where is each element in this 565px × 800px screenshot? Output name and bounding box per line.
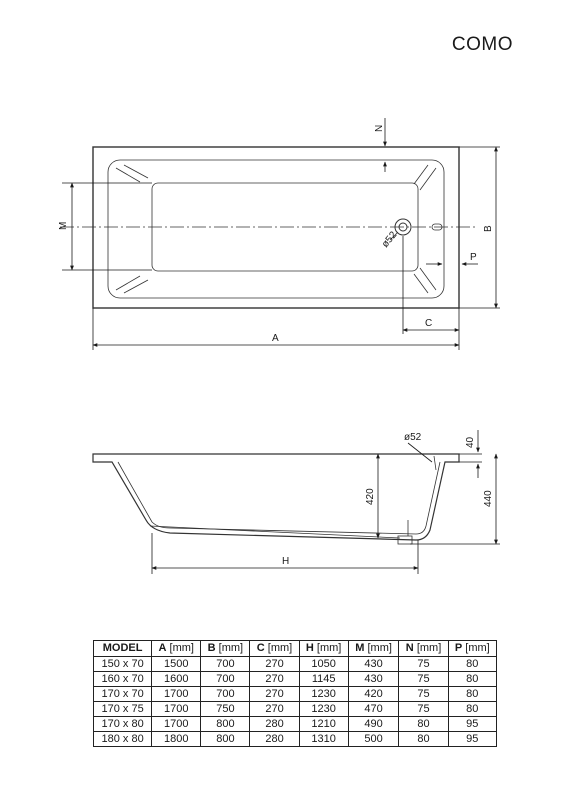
header-h: H [mm] — [299, 641, 348, 657]
table-cell: 75 — [399, 687, 448, 702]
table-cell: 700 — [201, 657, 250, 672]
table-cell: 170 x 75 — [94, 702, 152, 717]
table-cell: 75 — [399, 672, 448, 687]
table-cell: 160 x 70 — [94, 672, 152, 687]
table-cell: 800 — [201, 717, 250, 732]
table-cell: 80 — [399, 732, 448, 747]
table-row — [94, 732, 497, 747]
header-p: P [mm] — [448, 641, 496, 657]
table-row — [94, 717, 497, 732]
tub-profile-outer — [93, 454, 459, 540]
table-cell: 170 x 70 — [94, 687, 152, 702]
header-c: C [mm] — [250, 641, 299, 657]
table-cell: 1700 — [152, 687, 201, 702]
header-model: MODEL — [94, 641, 152, 657]
table-cell: 470 — [348, 702, 399, 717]
table-cell: 180 x 80 — [94, 732, 152, 747]
table-cell: 80 — [448, 657, 496, 672]
dim-label-b: B — [483, 225, 494, 232]
table-cell: 80 — [448, 687, 496, 702]
table-cell: 80 — [448, 702, 496, 717]
table-cell: 1210 — [299, 717, 348, 732]
table-cell: 270 — [250, 672, 299, 687]
product-title: COMO — [451, 34, 513, 55]
corner-bevels — [116, 165, 436, 293]
table-row — [94, 672, 497, 687]
dim-label-440: 440 — [483, 490, 494, 507]
table-cell: 430 — [348, 672, 399, 687]
header-m: M [mm] — [348, 641, 399, 657]
table-cell: 170 x 80 — [94, 717, 152, 732]
dim-label-h: H — [282, 556, 290, 567]
side-view-labels — [282, 432, 494, 567]
table-cell: 80 — [448, 672, 496, 687]
header-a: A [mm] — [152, 641, 201, 657]
dim-label-m: M — [58, 221, 69, 230]
table-cell: 700 — [201, 687, 250, 702]
table-cell: 95 — [448, 717, 496, 732]
table-cell: 270 — [250, 687, 299, 702]
table-cell: 80 — [399, 717, 448, 732]
table-cell: 500 — [348, 732, 399, 747]
tub-profile-inner — [118, 462, 440, 534]
table-row — [94, 687, 497, 702]
table-cell: 75 — [399, 702, 448, 717]
dim-label-n: N — [374, 124, 385, 132]
table-cell: 420 — [348, 687, 399, 702]
dimension-table — [93, 640, 497, 747]
dim-label-40: 40 — [465, 436, 476, 448]
side-view — [93, 454, 459, 544]
side-view-dimensions — [152, 430, 500, 574]
table-cell: 1310 — [299, 732, 348, 747]
table-cell: 95 — [448, 732, 496, 747]
dim-label-c: C — [425, 318, 433, 329]
table-cell: 280 — [250, 717, 299, 732]
table-row — [94, 702, 497, 717]
table-cell: 430 — [348, 657, 399, 672]
table-cell: 270 — [250, 702, 299, 717]
dim-label-p: P — [470, 252, 477, 263]
table-cell: 75 — [399, 657, 448, 672]
table-cell: 1700 — [152, 702, 201, 717]
drain-label: ø52 — [379, 229, 400, 250]
table-cell: 1800 — [152, 732, 201, 747]
table-cell: 700 — [201, 672, 250, 687]
table-cell: 750 — [201, 702, 250, 717]
table-header-row — [94, 641, 497, 657]
header-n: N [mm] — [399, 641, 448, 657]
table-cell: 1145 — [299, 672, 348, 687]
table-cell: 490 — [348, 717, 399, 732]
side-drain-label: ø52 — [404, 432, 422, 443]
table-cell: 1700 — [152, 717, 201, 732]
top-view — [60, 147, 478, 308]
top-view-labels — [58, 125, 494, 344]
table-cell: 800 — [201, 732, 250, 747]
table-cell: 270 — [250, 657, 299, 672]
table-cell: 1050 — [299, 657, 348, 672]
table-cell: 150 x 70 — [94, 657, 152, 672]
top-view-dimensions — [62, 118, 500, 350]
dim-label-a: A — [272, 333, 279, 344]
header-b: B [mm] — [201, 641, 250, 657]
table-cell: 1500 — [152, 657, 201, 672]
table-cell: 280 — [250, 732, 299, 747]
dim-label-420: 420 — [365, 488, 376, 505]
tub-inner-rim — [108, 160, 444, 298]
table-cell: 1600 — [152, 672, 201, 687]
table-cell: 1230 — [299, 702, 348, 717]
table-row — [94, 657, 497, 672]
table-cell: 1230 — [299, 687, 348, 702]
tub-outer-rim — [93, 147, 459, 308]
